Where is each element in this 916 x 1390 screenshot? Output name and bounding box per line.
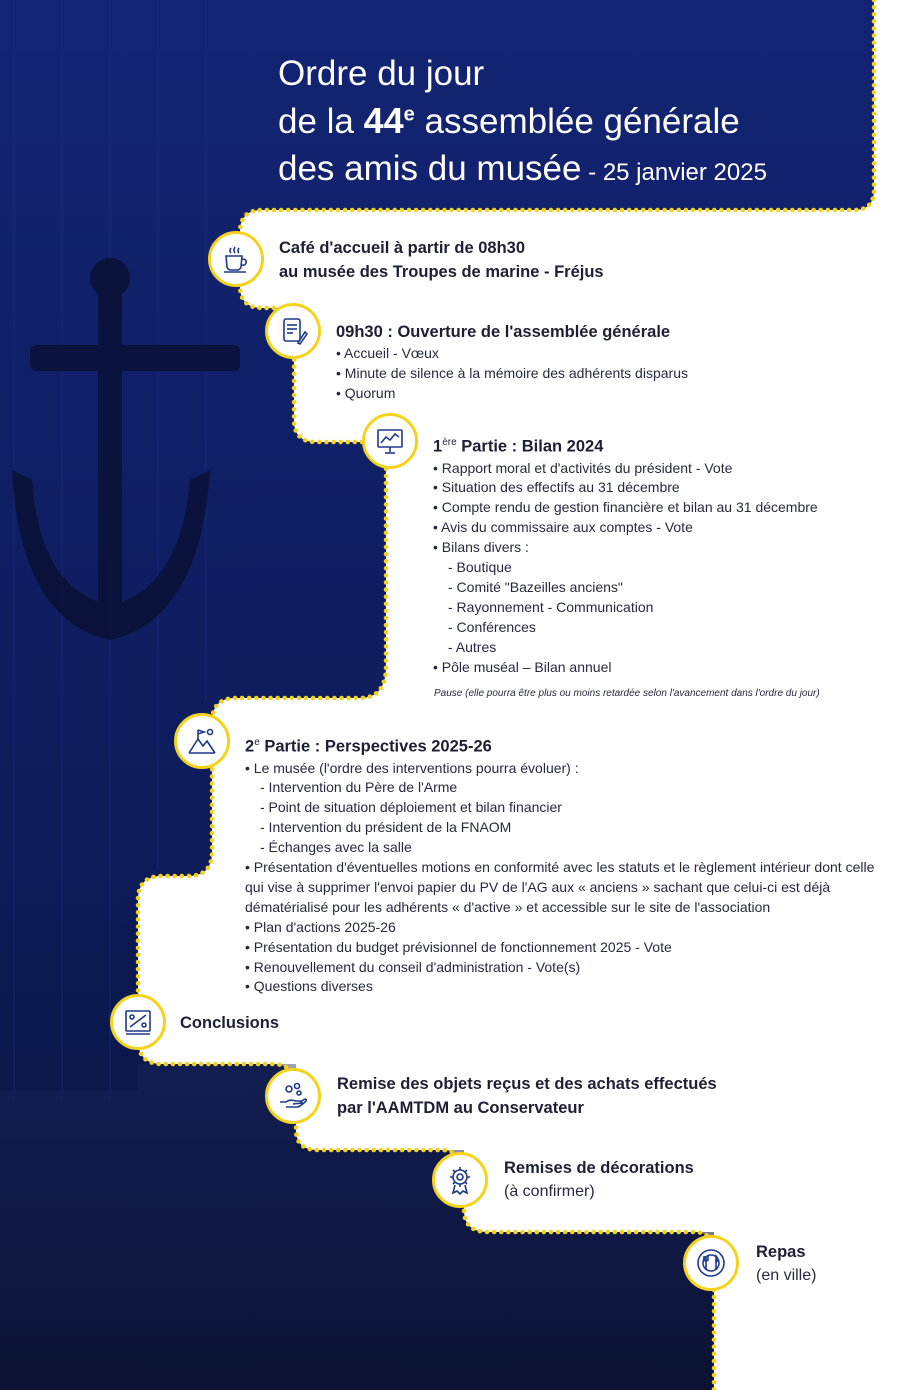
welcome-line-1: Café d'accueil à partir de 08h30 — [279, 239, 526, 257]
list-item: • Le musée (l'ordre des interventions pourra évoluer) : — [245, 759, 579, 776]
sub-list-item: - Rayonnement - Communication — [448, 598, 654, 615]
hand-coins-icon — [265, 1068, 321, 1124]
meal-section — [756, 1240, 816, 1288]
medal-gear-icon — [432, 1152, 488, 1208]
sub-list-item: - Intervention du Père de l'Arme — [260, 779, 458, 796]
list-item: • Pôle muséal – Bilan annuel — [433, 658, 612, 675]
part2-number: 2 — [245, 737, 255, 756]
document-pen-icon — [265, 303, 321, 359]
decorations-note: (à confirmer) — [504, 1183, 595, 1200]
title-line-1: Ordre du jour — [278, 54, 485, 93]
pause-note: Pause (elle pourra être plus ou moins retardée selon l'avancement dans l'ordre du jour) — [434, 688, 820, 699]
sub-list-item: - Intervention du président de la FNAOM — [260, 819, 512, 836]
handover-line-2: par l'AAMTDM au Conservateur — [337, 1099, 584, 1117]
part1-number-suffix: ère — [442, 437, 457, 448]
sub-list-item: - Comité "Bazeilles anciens" — [448, 578, 623, 595]
sub-list-item: - Échanges avec la salle — [260, 839, 412, 856]
part2-section — [245, 731, 895, 997]
part1-number: 1 — [433, 437, 443, 456]
page-title — [278, 50, 767, 196]
opening-section — [336, 320, 688, 404]
part1-section — [433, 431, 818, 677]
part2-title-text: Partie : Perspectives 2025-26 — [259, 737, 492, 756]
list-item: • Présentation du budget prévisionnel de fonctionnement 2025 - Vote — [245, 938, 672, 955]
conclusions-section — [180, 1011, 279, 1035]
list-item: • Bilans divers : — [433, 539, 529, 556]
presentation-chart-icon — [362, 413, 418, 469]
handover-section — [337, 1072, 717, 1120]
handover-line-1: Remise des objets reçus et des achats effectués — [337, 1075, 717, 1093]
part1-title-text: Partie : Bilan 2024 — [456, 437, 604, 456]
welcome-line-2: au musée des Troupes de marine - Fréjus — [279, 263, 604, 281]
title-line-2 — [278, 97, 767, 145]
list-item: • Situation des effectifs au 31 décembre — [433, 479, 680, 496]
list-item: • Renouvellement du conseil d'administration - Vote(s) — [245, 958, 581, 975]
sub-list-item: - Boutique — [448, 559, 512, 576]
sub-list-item: - Conférences — [448, 618, 536, 635]
opening-title: 09h30 : Ouverture de l'assemblée générale — [336, 323, 671, 341]
assembly-number-suffix: e — [403, 103, 415, 126]
part1-title — [433, 431, 818, 459]
title-line-3-text: des amis du musée — [278, 149, 582, 188]
title-line-2-prefix: de la — [278, 102, 364, 141]
list-item: • Questions diverses — [245, 978, 373, 995]
list-item: • Minute de silence à la mémoire des adhérents disparus — [336, 364, 688, 381]
event-date: - 25 janvier 2025 — [581, 159, 767, 186]
sub-list-item: - Autres — [448, 638, 497, 655]
list-item: • Rapport moral et d'activités du président - Vote — [433, 459, 733, 476]
part2-title — [245, 731, 895, 759]
meal-note: (en ville) — [756, 1267, 817, 1284]
chart-board-icon — [110, 994, 166, 1050]
plate-cutlery-icon — [683, 1235, 739, 1291]
meal-title: Repas — [756, 1243, 806, 1261]
decorations-title: Remises de décorations — [504, 1159, 694, 1177]
list-item: • Quorum — [336, 384, 396, 401]
sub-list-item: - Point de situation déploiement et bilan financier — [260, 799, 562, 816]
welcome-section — [279, 236, 604, 284]
list-item: • Accueil - Vœux — [336, 345, 439, 361]
list-item: • Plan d'actions 2025-26 — [245, 918, 396, 935]
part2-number-suffix: e — [254, 737, 260, 748]
title-line-2-suffix: assemblée générale — [414, 102, 740, 141]
assembly-number: 44 — [363, 100, 404, 141]
title-line-3 — [278, 145, 767, 196]
conclusions-title: Conclusions — [180, 1014, 280, 1032]
motion-paragraph: • Présentation d'éventuelles motions en conformité avec les statuts et le règlement intérieur dont celle qui vise à supprimer l'envoi papier du PV de l'AG aux « anciens » sachant que celui-ci est déjà dématérialisé pour les adhérents « d'active » et accessible sur le site de l'association — [245, 859, 875, 915]
list-item: • Compte rendu de gestion financière et bilan au 31 décembre — [433, 499, 818, 516]
coffee-cup-icon — [208, 231, 264, 287]
decorations-section — [504, 1156, 694, 1204]
list-item: • Avis du commissaire aux comptes - Vote — [433, 519, 693, 536]
strategy-mountain-icon — [174, 713, 230, 769]
